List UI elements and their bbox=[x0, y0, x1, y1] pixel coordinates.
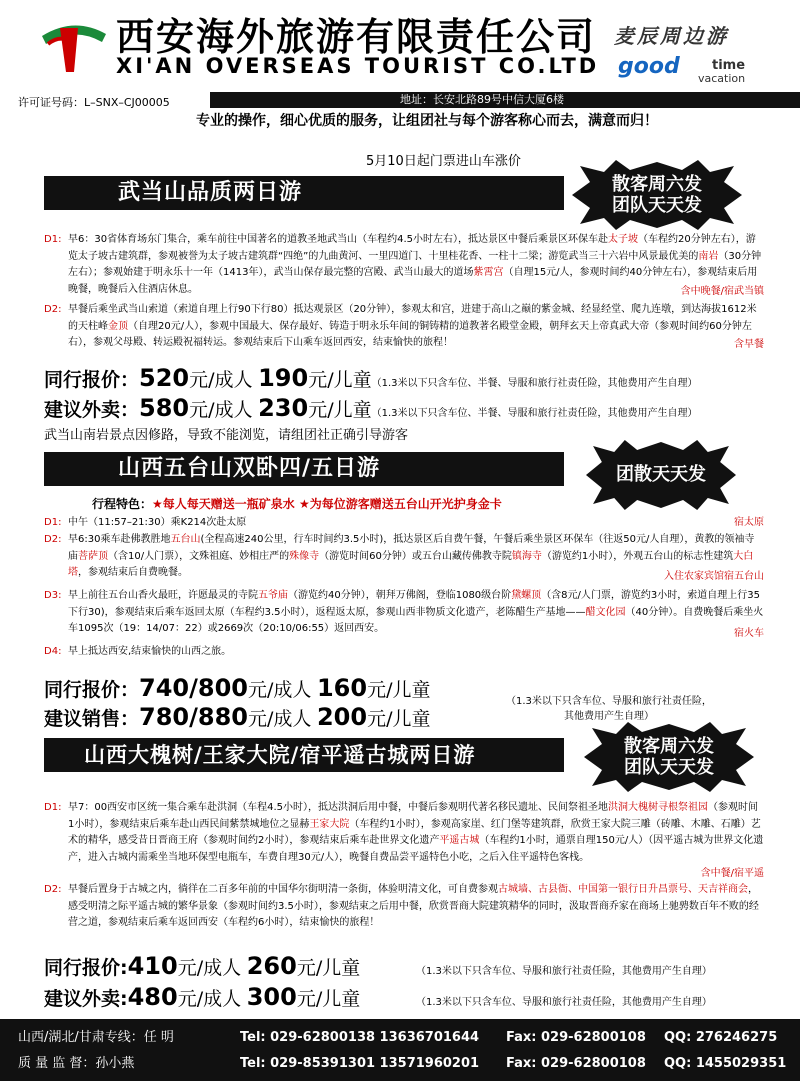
tour3-d1-label: D1: bbox=[44, 802, 62, 813]
tour3-d2-b: ，感受明清之际平遥古城的繁华景象（参观时间约3.5小时），参观结束之后用中餐，欣赏晋商大院建筑精华的同时，汲取晋商乔家在商场上驰骋数百年不败的经营之道，参观结束后乘车返回西安（车程约6小时），结束愉快的旅程！ bbox=[68, 884, 759, 928]
tour3-p2-adult-unit: 元/成人 bbox=[177, 988, 242, 1010]
tour2-d3-hl3: 醋文化园 bbox=[585, 606, 626, 618]
tour3-d2-hl1: 古城墙、古县衙、中国第一银行日升昌票号、天吉祥商会 bbox=[498, 884, 748, 895]
tour2-features bbox=[92, 495, 502, 512]
tour1-price-agent bbox=[44, 364, 698, 392]
tour2-price-retail bbox=[44, 703, 430, 731]
tour1-d2-a: 早餐后乘坐武当山索道（索道自理上行90下行80）抵达观景区（20分钟），参观太和宫，进建于高山之巅的紫金城、经显经堂、爬九连墩，到达海拔1612米的天柱峰 bbox=[68, 304, 757, 332]
tour1-d2-hl1: 金顶 bbox=[108, 320, 128, 332]
header bbox=[0, 0, 800, 110]
tour3-d1-meal: 含中餐/宿平遥 bbox=[700, 868, 764, 879]
footer-row2-tel: Tel: 029-85391301 13571960201 bbox=[240, 1056, 480, 1071]
company-logo-icon bbox=[38, 14, 110, 74]
tour3-p2-adult: 480 bbox=[127, 983, 178, 1011]
tour1-d1-c: （30分钟左右）；参观始建于明永乐十一年（1413年），武当山保存最完整的宫殿、武当山最大的道场 bbox=[68, 250, 762, 278]
tour2-feature-1: ★每人每天赠送一瓶矿泉水 bbox=[152, 497, 295, 511]
tour3-p2-child: 300 bbox=[246, 983, 297, 1011]
tour3-day2 bbox=[44, 882, 764, 932]
tour2-d3-label: D3: bbox=[44, 590, 62, 601]
tour2-d2-f: ，参观结束后自费晚餐。 bbox=[78, 567, 188, 578]
tour3-p1-note: （1.3米以下只含车位、导服和旅行社责任险，其他费用产生自理） bbox=[416, 966, 712, 977]
tour1-p1-note: （1.3米以下只含车位、半餐、导服和旅行社责任险，其他费用产生自理） bbox=[371, 378, 698, 389]
footer-row1-tel: Tel: 029-62800138 13636701644 bbox=[240, 1030, 480, 1045]
tour3-d1-c: （车程约1小时），参观高家崖、红门堡等建筑群，欣赏王家大院三雕（砖雕、木雕、石雕）艺术的精华，感受昔日晋商王府（参观时间约2小时），参观结束后乘车赴世界文化遗产 bbox=[68, 818, 761, 846]
tour2-title-banner bbox=[44, 452, 564, 486]
tour2-title: 山西五台山双卧四/五日游 bbox=[118, 456, 381, 481]
tour2-p1-adult-unit: 元/成人 bbox=[247, 679, 312, 701]
tour3-p2-child-unit: 元/儿童 bbox=[296, 988, 361, 1010]
tour1-d1-meal: 含中晚餐/宿武当镇 bbox=[680, 286, 764, 297]
tour2-p1-child-unit: 元/儿童 bbox=[367, 679, 431, 701]
tour3-day1 bbox=[44, 800, 764, 882]
tour3-p1-adult-unit: 元/成人 bbox=[177, 957, 242, 979]
tour1-p1-child-unit: 元/儿童 bbox=[308, 369, 372, 391]
tour1-d1-b: （车程约20分钟左右），游览太子坡古建筑群，参观被誉为太子坡古建筑群“四绝”的九曲黄河、一里四道门、十里桂花香、一柱十二梁；游览武当三十六岩中风景最优美的 bbox=[68, 234, 756, 262]
tour3-d2-label: D2: bbox=[44, 884, 62, 895]
tour3-d2-text bbox=[68, 882, 764, 932]
tour2-d4-label: D4: bbox=[44, 646, 62, 657]
tour1-p2-child: 230 bbox=[258, 394, 309, 422]
tour2-d3-b: （游览约40分钟），朝拜万佛阁，登临1080级台阶 bbox=[288, 590, 512, 601]
tour2-day4 bbox=[44, 644, 764, 661]
address-text: 地址：长安北路89号中信大厦6楼 bbox=[400, 93, 564, 106]
footer-row2-label: 质 量 监 督：孙小燕 bbox=[18, 1056, 135, 1071]
tour2-d2-d: （游览时间60分钟）或五台山藏传佛教寺院 bbox=[319, 550, 512, 562]
tour3-d1-text bbox=[68, 800, 764, 866]
tour2-p2-label: 建议销售： bbox=[44, 708, 140, 730]
tour1-d2-text bbox=[68, 302, 764, 352]
tour1-d1-hl1: 太子坡 bbox=[608, 234, 638, 245]
company-name-en: XI'AN OVERSEAS TOURIST CO.LTD bbox=[116, 54, 600, 78]
tour3-d1-b: （参观时间1小时），参观结束后乘车赴山西民间紫禁城地位之显赫 bbox=[68, 802, 758, 830]
tour3-badge-text bbox=[584, 736, 754, 778]
brand-vacation: vacation bbox=[698, 72, 746, 85]
tour1-d1-d: （自理15元/人，参观时间约40分钟左右），参观结束后用晚餐，晚餐后入住酒店休息。 bbox=[68, 267, 758, 295]
tour3-p2-label: 建议外卖: bbox=[44, 988, 128, 1010]
tour2-feature-label: 行程特色： bbox=[92, 497, 153, 511]
tour1-d2-meal: 含早餐 bbox=[734, 339, 764, 350]
footer-row2-fax: Fax: 029-62800108 bbox=[506, 1056, 646, 1071]
tour2-d3-a: 早上前往五台山香火最旺，许愿最灵的寺院 bbox=[68, 590, 258, 601]
tour2-p1-adult: 740/800 bbox=[139, 674, 248, 702]
brand-good: good bbox=[618, 54, 680, 79]
license-number: 许可证号码：L–SNX–CJ00005 bbox=[18, 96, 170, 109]
tour2-d2-a: 早6:30乘车赴佛教胜地 bbox=[68, 534, 171, 545]
tour2-d3-text bbox=[68, 588, 764, 638]
tour3-p1-adult: 410 bbox=[127, 952, 178, 980]
tour3-d1-hl3: 平遥古城 bbox=[439, 835, 480, 846]
tour2-p2-child-unit: 元/儿童 bbox=[367, 708, 431, 730]
tour3-title: 山西大槐树/王家大院/宿平遥古城两日游 bbox=[84, 743, 476, 767]
tour2-d3-d: （40分钟）。自费晚餐后乘坐火车1095次（19：14/07：22）或2669次（20:10/06:55）返回西安。 bbox=[68, 606, 764, 634]
tour2-d1-meal: 宿太原 bbox=[734, 517, 764, 528]
tour2-p1-child: 160 bbox=[316, 674, 368, 702]
tour2-d2-meal: 入住农家宾馆宿五台山 bbox=[664, 571, 764, 582]
tour1-p1-adult: 520 bbox=[139, 364, 190, 392]
tour1-d1-label: D1: bbox=[44, 234, 62, 245]
tour1-d1-a: 早6：30省体育场东门集合，乘车前往中国著名的道教圣地武当山（车程约4.5小时左右），抵达景区中餐后乘景区环保车赴 bbox=[68, 234, 608, 245]
tour1-day2 bbox=[44, 302, 764, 356]
tour1-d2-label: D2: bbox=[44, 304, 62, 315]
tour1-d1-hl3: 紫霄宫 bbox=[473, 267, 504, 278]
tour3-p1-child-unit: 元/儿童 bbox=[296, 957, 361, 979]
tour1-warning: 武当山南岩景点因修路，导致不能浏览，请组团社正确引导游客 bbox=[44, 428, 409, 443]
tour1-title: 武当山品质两日游 bbox=[118, 180, 303, 205]
tour1-title-banner bbox=[44, 176, 564, 210]
tour2-d2-c: （含10/人门票），文殊祖庭、妙相庄严的 bbox=[108, 550, 290, 562]
tour1-p2-label: 建议外卖： bbox=[44, 399, 140, 421]
footer-row1-fax: Fax: 029-62800108 bbox=[506, 1030, 646, 1045]
tour1-p2-child-unit: 元/儿童 bbox=[308, 399, 372, 421]
tour2-feature-2: ★为每位游客赠送五台山开光护身金卡 bbox=[298, 497, 502, 511]
tour3-price-agent bbox=[44, 952, 360, 980]
tour3-d1-a: 早7：00西安市区统一集合乘车赴洪洞（车程4.5小时），抵达洪洞后用中餐，中餐后参观明代著名移民遗址、民间祭祖圣地 bbox=[68, 802, 608, 813]
tour1-p2-note: （1.3米以下只含车位、半餐、导服和旅行社责任险，其他费用产生自理） bbox=[371, 408, 698, 419]
tour3-p1-child: 260 bbox=[246, 952, 297, 980]
tour2-d1-text: 中午（11:57–21:30）乘K214次赴太原 bbox=[68, 517, 247, 528]
tour3-d1-d: （车程约1小时，通票自理150元/人）（因平遥古城为世界文化遗产，进入古城内需乘坐当地环保型电瓶车，车费自理30元/人），晚餐自费品尝平遥特色小吃，之后入住平遥特色客栈。 bbox=[68, 835, 764, 863]
footer-row1-qq: QQ: 276246275 bbox=[664, 1030, 778, 1045]
tour1-day1 bbox=[44, 232, 764, 302]
tour3-p2-note: （1.3米以下只含车位、导服和旅行社责任险，其他费用产生自理） bbox=[416, 997, 712, 1008]
tour2-d2-hl3: 殊像寺 bbox=[289, 550, 320, 562]
footer-row2-qq: QQ: 1455029351 bbox=[664, 1056, 787, 1071]
tour2-day2 bbox=[44, 532, 764, 588]
tour1-p2-adult: 580 bbox=[139, 394, 190, 422]
tour2-day3 bbox=[44, 588, 764, 644]
tour1-p2-adult-unit: 元/成人 bbox=[189, 399, 253, 421]
contact-footer bbox=[0, 1019, 800, 1081]
tour3-p1-label: 同行报价: bbox=[44, 957, 128, 979]
footer-row-1 bbox=[0, 1026, 800, 1050]
tour3-d1-hl2: 王家大院 bbox=[309, 818, 350, 830]
tour1-d2-b: （自理20元/人），参观中国最大、保存最好、铸造于明永乐年间的铜铸精的道教著名殿堂金殿，朝拜玄天上帝真武大帝（参观时间约60分钟左右），参观父母殿、转运殿祝福转运。参观结束后下山乘车返回西安，结束愉快的旅程！ bbox=[68, 320, 752, 348]
tour1-p1-label: 同行报价： bbox=[44, 369, 140, 391]
tour2-p2-adult: 780/880 bbox=[139, 703, 248, 731]
tour3-badge-line2: 团队天天发 bbox=[624, 757, 714, 778]
tour1-d1-hl2: 南岩 bbox=[698, 250, 719, 262]
brand-name-cn: 麦辰周边游 bbox=[614, 24, 729, 48]
brand-logo bbox=[600, 6, 792, 88]
tour1-p1-adult-unit: 元/成人 bbox=[189, 369, 253, 391]
footer-row1-label: 山西/湖北/甘肃专线：任 明 bbox=[18, 1030, 174, 1045]
tour1-price-retail bbox=[44, 394, 698, 422]
tour3-title-banner bbox=[44, 738, 564, 772]
tour2-price-note bbox=[506, 694, 712, 724]
tour2-d2-e: （游览约1小时），外观五台山的标志性建筑 bbox=[541, 550, 734, 562]
tour1-badge-text bbox=[572, 174, 742, 216]
tour2-d2-hl2: 菩萨顶 bbox=[78, 550, 108, 562]
tour2-d4-text: 早上抵达西安,结束愉快的山西之旅。 bbox=[68, 646, 232, 657]
tour2-price-agent bbox=[44, 674, 430, 702]
tour2-p1-label: 同行报价： bbox=[44, 679, 140, 701]
tour3-d1-hl1: 洪洞大槐树寻根祭祖园 bbox=[608, 802, 708, 813]
tour2-d2-label: D2: bbox=[44, 534, 62, 545]
tour2-d1-label: D1: bbox=[44, 517, 62, 528]
tour2-d2-hl5: 大白塔 bbox=[68, 550, 754, 578]
tour2-d3-meal: 宿火车 bbox=[734, 628, 764, 639]
tour1-badge-line2: 团队天天发 bbox=[612, 195, 702, 216]
tour2-d3-c: （含8元/人门票，游览约3小时，索道自理上行35下行30)，参观结束后乘车返回太原（车程约3.5小时），返程返太原，参观山西非物质文化遗产，老陈醋生产基地—— bbox=[68, 590, 761, 618]
tour2-d2-text bbox=[68, 532, 764, 582]
tour2-badge: 团散天天发 bbox=[616, 464, 706, 485]
tour2-d2-hl4: 镇海寺 bbox=[511, 550, 542, 562]
tour3-d2-a: 早餐后置身于古城之内，徜徉在二百多年前的中国华尔街明清一条街，体验明清文化，可自费参观 bbox=[68, 884, 498, 895]
tour2-day1 bbox=[44, 515, 764, 532]
footer-row-2 bbox=[0, 1052, 800, 1076]
tour2-d2-b: (全程高速240公里，行车时间约3.5小时)，抵达景区后自费午餐，午餐后乘坐景区环保车（往返50元/人自理），黄教的领袖寺庙 bbox=[68, 534, 755, 562]
address-bar bbox=[210, 92, 800, 108]
tour2-d2-hl1: 五台山 bbox=[170, 534, 201, 545]
tour1-p1-child: 190 bbox=[258, 364, 309, 392]
tour2-p2-child: 200 bbox=[316, 703, 368, 731]
tour3-price-retail bbox=[44, 983, 360, 1011]
tour2-note-line1: （1.3米以下只含车位、导服和旅行社责任险， bbox=[506, 696, 712, 707]
company-name-cn: 西安海外旅游有限责任公司 bbox=[116, 14, 597, 59]
tour1-badge-line1: 散客周六发 bbox=[612, 174, 702, 195]
tour2-note-line2: 其他费用产生自理） bbox=[563, 711, 654, 722]
tour2-p2-adult-unit: 元/成人 bbox=[247, 708, 312, 730]
slogan: 专业的操作，细心优质的服务，让组团社与每个游客称心而去，满意而归！ bbox=[196, 113, 658, 129]
brand-time: time bbox=[712, 58, 746, 73]
tour1-d1-text bbox=[68, 232, 764, 298]
tour3-badge-line1: 散客周六发 bbox=[624, 736, 714, 757]
price-notice: 5月10日起门票进山车涨价 bbox=[366, 154, 521, 169]
tour2-d3-hl2: 黛螺顶 bbox=[511, 590, 542, 601]
tour2-d3-hl1: 五爷庙 bbox=[258, 590, 288, 601]
